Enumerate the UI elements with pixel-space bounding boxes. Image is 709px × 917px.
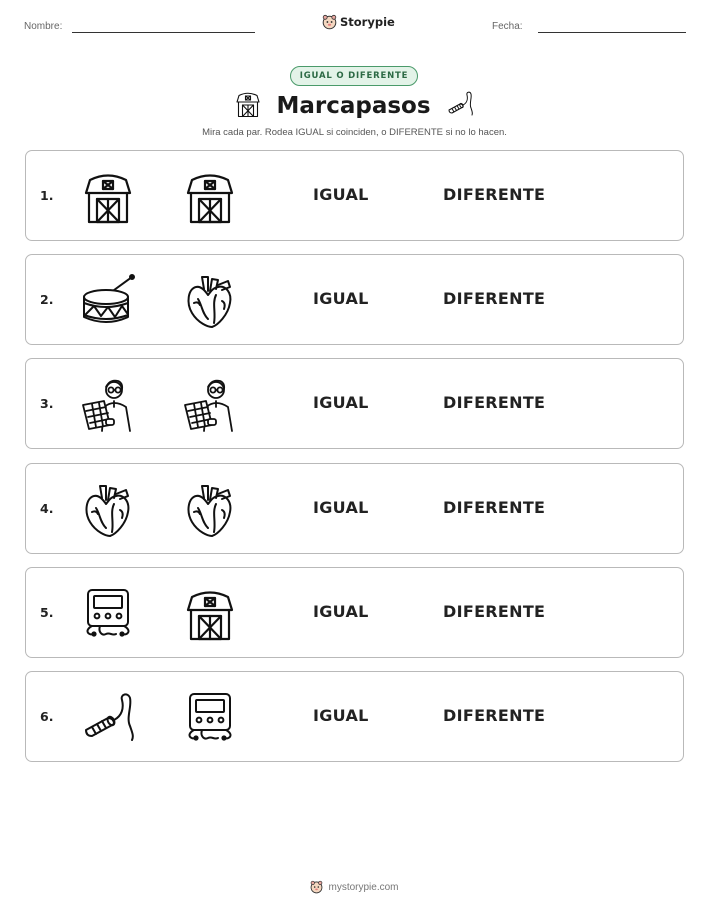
- option-igual[interactable]: IGUAL: [313, 601, 369, 621]
- option-diferente[interactable]: DIFERENTE: [443, 706, 546, 725]
- date-label: Fecha:: [492, 21, 523, 32]
- row-number: 2.: [40, 292, 54, 308]
- barn-icon: [234, 90, 262, 122]
- option-diferente[interactable]: DIFERENTE: [443, 393, 546, 413]
- storypie-mascot-icon: [310, 880, 323, 894]
- row-number: 1.: [40, 188, 54, 203]
- worksheet-type-badge: IGUAL O DIFERENTE: [290, 66, 418, 86]
- date-line[interactable]: [538, 32, 686, 33]
- drum-icon: [80, 273, 136, 329]
- footer: [0, 880, 709, 894]
- monitor-icon: [182, 690, 238, 746]
- option-igual[interactable]: IGUAL: [313, 289, 369, 309]
- heart-icon: [182, 482, 238, 538]
- name-label: Nombre:: [24, 21, 63, 32]
- instructions: Mira cada par. Rodea IGUAL si coinciden, o DIFERENTE si no lo hacen.: [202, 127, 507, 138]
- page-title: Marcapasos: [276, 93, 431, 119]
- option-igual[interactable]: IGUAL: [313, 185, 369, 204]
- barn-icon: [182, 586, 238, 642]
- doctor-icon: [182, 377, 238, 433]
- option-diferente[interactable]: DIFERENTE: [443, 497, 546, 517]
- brand-logo: [322, 14, 395, 30]
- option-diferente[interactable]: DIFERENTE: [443, 601, 546, 621]
- option-igual[interactable]: IGUAL: [313, 706, 369, 725]
- option-igual[interactable]: IGUAL: [313, 393, 369, 413]
- exercise-row: [25, 150, 684, 241]
- heart-icon: [182, 273, 238, 329]
- option-diferente[interactable]: DIFERENTE: [443, 289, 546, 309]
- option-diferente[interactable]: DIFERENTE: [443, 185, 546, 204]
- footer-url: mystorypie.com: [328, 881, 399, 893]
- exercise-row: [25, 671, 684, 762]
- exercise-row: [25, 567, 684, 658]
- pacemaker-icon: [445, 90, 475, 122]
- option-igual[interactable]: IGUAL: [313, 497, 369, 517]
- barn-icon: [182, 169, 238, 225]
- row-number: 6.: [40, 709, 54, 724]
- heart-icon: [80, 482, 136, 538]
- row-number: 5.: [40, 604, 54, 620]
- row-number: 4.: [40, 500, 54, 516]
- exercise-row: [25, 463, 684, 554]
- doctor-icon: [80, 377, 136, 433]
- exercise-row: [25, 254, 684, 345]
- storypie-mascot-icon: [322, 14, 337, 30]
- pacemaker-icon: [80, 690, 136, 746]
- title-row: [0, 90, 709, 122]
- brand-name: Storypie: [340, 15, 395, 29]
- exercise-row: [25, 358, 684, 449]
- barn-icon: [80, 169, 136, 225]
- monitor-icon: [80, 586, 136, 642]
- row-number: 3.: [40, 396, 54, 412]
- name-line[interactable]: [72, 32, 255, 33]
